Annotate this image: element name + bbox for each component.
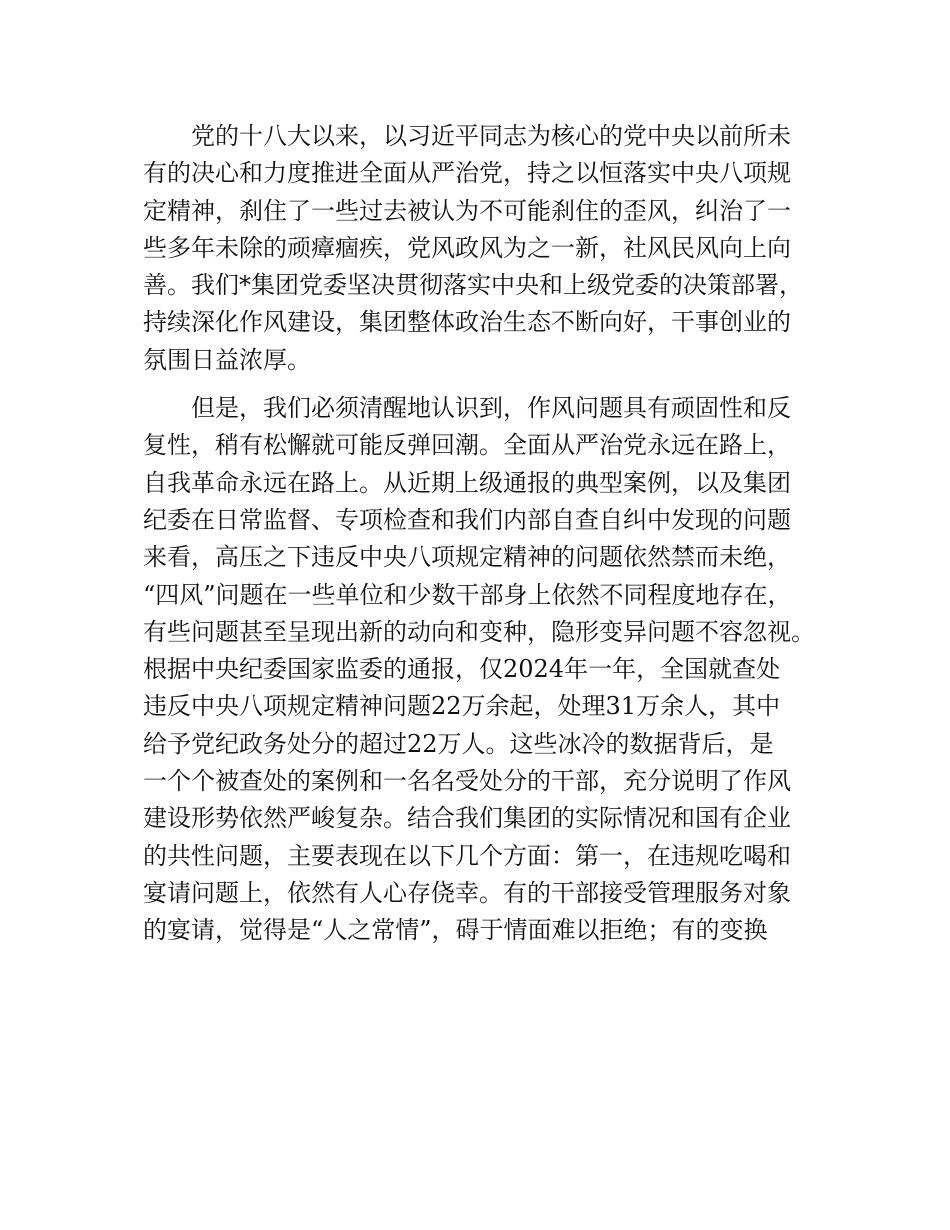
text-line: 复性，稍有松懈就可能反弹回潮。全面从严治党永远在路上， <box>143 431 791 460</box>
text-line: 定精神，刹住了一些过去被认为不可能刹住的歪风，纠治了一 <box>143 196 791 225</box>
text-line: 党的十八大以来，以习近平同志为核心的党中央以前所未 <box>143 122 791 150</box>
text-line: 的共性问题，主要表现在以下几个方面：第一，在违规吃喝和 <box>143 841 791 870</box>
text-line: 有的决心和力度推进全面从严治党，持之以恒落实中央八项规 <box>143 159 791 188</box>
text-line: 些多年未除的顽瘴痼疾，党风政风为之一新，社风民风向上向 <box>143 233 791 262</box>
paragraph-1 <box>143 118 823 379</box>
text-line: 氛围日益浓厚。 <box>143 345 311 374</box>
text-line: “四风”问题在一些单位和少数干部身上依然不同程度地存在， <box>143 580 792 609</box>
text-line: 有些问题甚至呈现出新的动向和变种，隐形变异问题不容忽视。 <box>143 617 815 646</box>
text-line: 宴请问题上，依然有人心存侥幸。有的干部接受管理服务对象 <box>143 878 791 907</box>
text-line: 的宴请，觉得是“人之常情”，碍于情面难以拒绝；有的变换 <box>143 916 768 945</box>
text-line: 持续深化作风建设，集团整体政治生态不断向好，干事创业的 <box>143 308 791 337</box>
paragraph-spacing <box>143 379 823 390</box>
text-line: 给予党纪政务处分的超过22万人。这些冰冷的数据背后，是 <box>143 729 774 758</box>
text-line: 但是，我们必须清醒地认识到，作风问题具有顽固性和反 <box>143 394 791 423</box>
text-line: 纪委在日常监督、专项检查和我们内部自查自纠中发现的问题 <box>143 505 791 534</box>
text-line: 根据中央纪委国家监委的通报，仅2024年一年，全国就查处 <box>143 655 781 684</box>
text-line: 来看，高压之下违反中央八项规定精神的问题依然禁而未绝， <box>143 543 791 572</box>
text-line: 善。我们*集团党委坚决贯彻落实中央和上级党委的决策部署， <box>143 271 803 300</box>
text-line: 自我革命永远在路上。从近期上级通报的典型案例，以及集团 <box>143 468 791 497</box>
text-line: 建设形势依然严峻复杂。结合我们集团的实际情况和国有企业 <box>143 804 791 833</box>
paragraph-2 <box>143 390 823 949</box>
document-body <box>143 118 823 950</box>
text-line: 违反中央八项规定精神问题22万余起，处理31万余人，其中 <box>143 692 781 721</box>
text-line: 一个个被查处的案例和一名名受处分的干部，充分说明了作风 <box>143 767 791 796</box>
